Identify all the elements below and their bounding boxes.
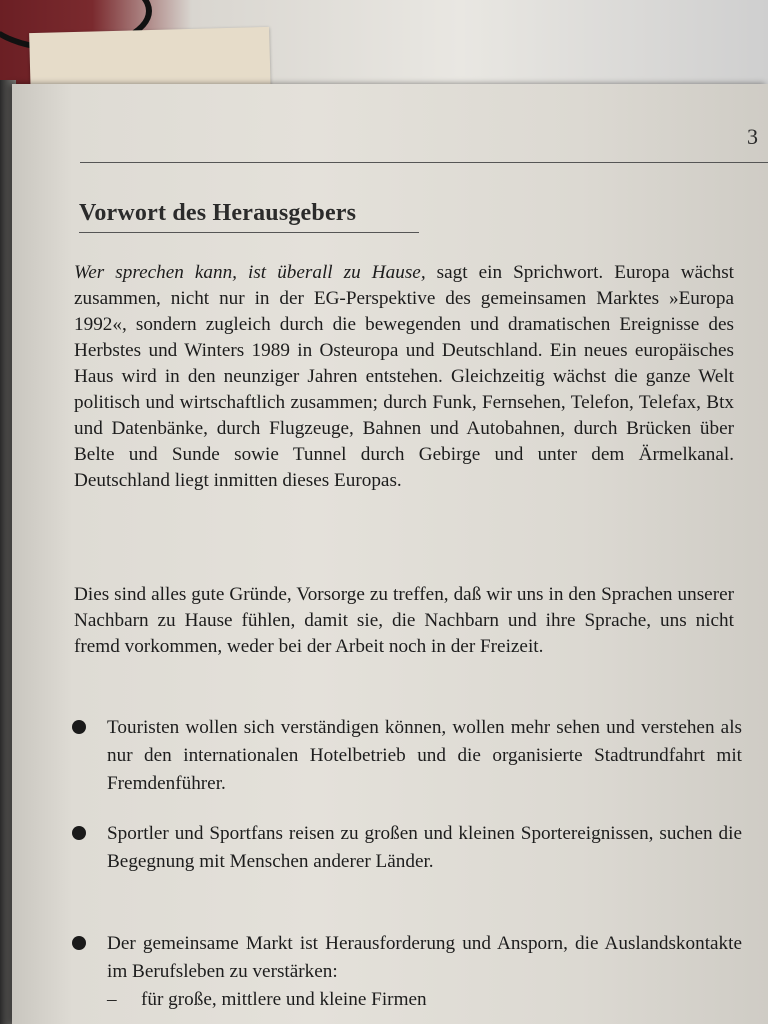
bullet-dot-icon [72, 826, 86, 840]
paragraph-1-text: sagt ein Sprichwort. Europa wächst zusammen, nicht nur in der EG-Perspektive des gemeinsamen Marktes »Europa 1992«, sondern zugleich durch die bewegenden und dramatischen Ereignisse des Herbstes und Winters 1989 in Osteuropa und Deutschland. Ein neues europäisches Haus wird in den neunziger Jahren entstehen. Gleichzeitig wächst die ganze Welt politisch und wirtschaftlich zusammen; durch Funk, Fernsehen, Telefon, Telefax, Btx und Datenbänke, durch Flugzeuge, Bahnen und Autobahnen, durch Brücken über Belte und Sunde sowie Tunnel durch Gebirge und unter dem Ärmelkanal. Deutschland liegt inmitten dieses Europas. [74, 262, 734, 491]
dash-marker: – [107, 989, 117, 1010]
paragraph-1 [74, 260, 734, 494]
sub-list-item [107, 986, 742, 1014]
header-rule [80, 162, 768, 163]
sub-item-text: für große, mittlere und kleine Firmen [141, 989, 427, 1010]
bullet-dot-icon [72, 720, 86, 734]
bullet-text: Touristen wollen sich verständigen können, wollen mehr sehen und verstehen als nur den internationalen Hotelbetrieb und die organisierte Stadtrundfahrt mit Fremdenführer. [107, 717, 742, 794]
bullet-dot-icon [72, 936, 86, 950]
paragraph-2: Dies sind alles gute Gründe, Vorsorge zu treffen, daß wir uns in den Sprachen unserer Nachbarn zu Hause fühlen, damit sie, die Nachbarn und ihre Sprache, uns nicht fremd vorkommen, weder bei der Arbeit noch in der Freizeit. [74, 584, 734, 657]
page-number: 3 [747, 124, 758, 149]
italic-lead: Wer sprechen kann, ist überall zu Hause, [74, 262, 426, 283]
bullet-item [72, 714, 742, 798]
bullet-item [72, 930, 742, 1014]
bullet-text: Der gemeinsame Markt ist Herausforderung und Ansporn, die Auslandskontakte im Berufsleben zu verstärken: [107, 933, 742, 982]
section-heading: Vorwort des Herausgebers [79, 200, 419, 233]
bullet-text: Sportler und Sportfans reisen zu großen und kleinen Sportereignissen, suchen die Begegnung mit Menschen anderer Länder. [107, 823, 742, 872]
bullet-item [72, 820, 742, 876]
book-page [12, 84, 768, 1024]
